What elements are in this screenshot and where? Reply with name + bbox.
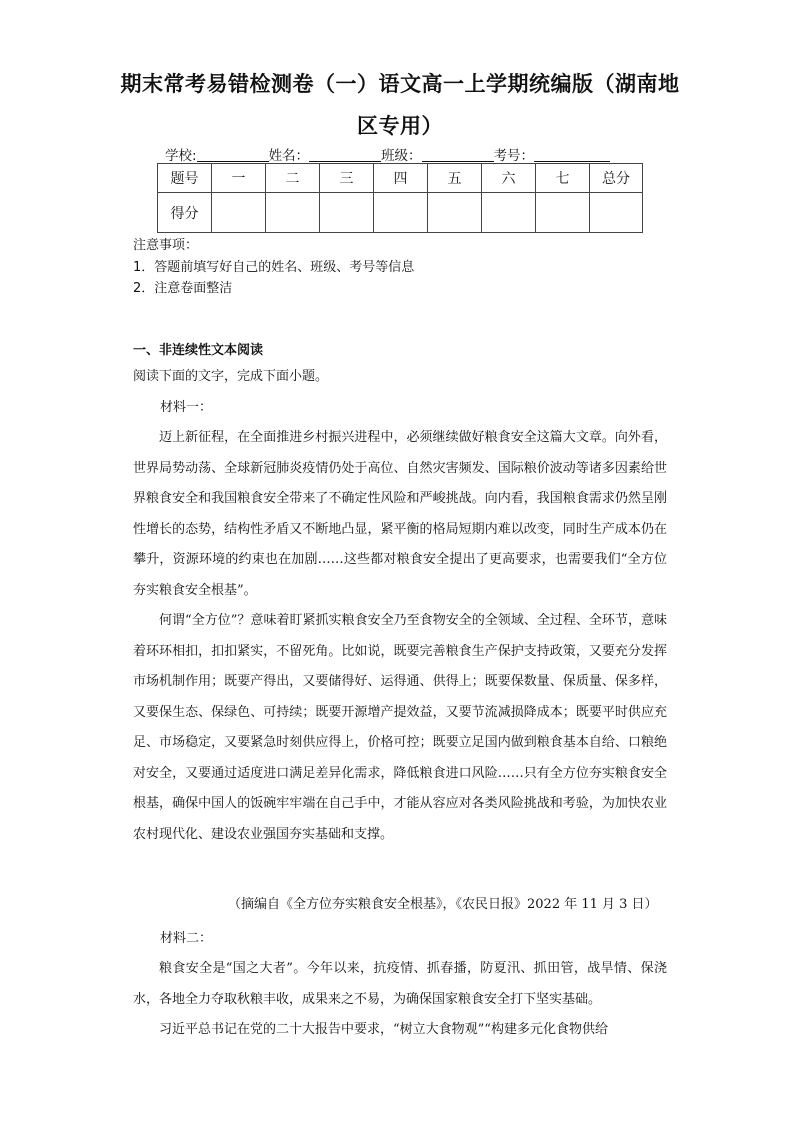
class-blank[interactable] (422, 147, 494, 162)
notice-item: 2．注意卷面整洁 (133, 281, 233, 296)
number-blank[interactable] (534, 147, 610, 162)
exam-title-line2: 区专用） (357, 114, 443, 138)
material2-paragraph-1: 粮食安全是“国之大者”。今年以来，抗疫情、抓春播，防夏汛、抓田管，战旱情、保浇水，各地全力夺取秋粮丰收，成果来之不易，为确保国家粮食安全打下坚实基础。 (133, 961, 667, 1007)
score-table (157, 163, 643, 233)
header-cell: 三 (320, 164, 374, 193)
header-cell: 总分 (590, 164, 643, 193)
score-table-score-row (158, 193, 643, 233)
score-cell[interactable] (536, 193, 590, 233)
header-cell: 一 (212, 164, 266, 193)
score-cell[interactable] (482, 193, 536, 233)
header-cell: 题号 (158, 164, 212, 193)
header-cell: 六 (482, 164, 536, 193)
header-cell: 二 (266, 164, 320, 193)
material2-paragraph-2: 习近平总书记在党的二十大报告中要求，“树立大食物观”“构建多元化食物供给 (159, 1022, 608, 1037)
header-cell: 四 (374, 164, 428, 193)
notice-item: 1．答题前填写好自己的姓名、班级、考号等信息 (133, 260, 415, 275)
name-label: 姓名： (268, 148, 310, 164)
score-cell[interactable] (266, 193, 320, 233)
class-label: 班级： (381, 148, 422, 164)
score-cell[interactable] (428, 193, 482, 233)
student-info-line (165, 144, 610, 164)
score-row-label: 得分 (158, 193, 212, 233)
name-blank[interactable] (309, 147, 381, 162)
material1-paragraph-1: 迈上新征程，在全面推进乡村振兴进程中，必须继续做好粮食安全这篇大文章。向外看，世界局势动荡、全球新冠肺炎疫情仍处于高位、自然灾害频发、国际粮价波动等诸多因素给世界粮食安全和我国粮食安全带来了不确定性风险和严峻挑战。向内看，我国粮食需求仍然呈刚性增长的态势，结构性矛盾又不断地凸显，紧平衡的格局短期内难以改变，同时生产成本仍在攀升，资源环境的约束也在加剧……这些都对粮食安全提出了更高要求，也需要我们“全方位夯实粮食安全根基”。 (133, 430, 667, 598)
material2-label: 材料二： (160, 931, 213, 946)
score-table-header-row (158, 164, 643, 193)
section-title: 一、非连续性文本阅读 (133, 343, 264, 358)
header-cell: 七 (536, 164, 590, 193)
number-label: 考号： (493, 148, 535, 164)
exam-title-line1: 期末常考易错检测卷（一）语文高一上学期统编版（湖南地 (120, 72, 680, 96)
school-blank[interactable] (197, 147, 269, 162)
section-instruction: 阅读下面的文字，完成下面小题。 (133, 369, 329, 384)
score-cell[interactable] (590, 193, 643, 233)
school-label: 学校: (165, 148, 197, 164)
score-cell[interactable] (320, 193, 374, 233)
score-cell[interactable] (212, 193, 266, 233)
notice-heading: 注意事项： (133, 238, 199, 253)
header-cell: 五 (428, 164, 482, 193)
material1-paragraph-2: 何谓“全方位”？意味着盯紧抓实粮食安全乃至食物安全的全领域、全过程、全环节，意味着环环相扣，扣扣紧实，不留死角。比如说，既要完善粮食生产保护支持政策，又要充分发挥市场机制作用；既要产得出，又要储得好、运得通、供得上；既要保数量、保质量、保多样，又要保生态、保绿色、可持续；既要开源增产提效益，又要节流减损降成本；既要平时供应充足、市场稳定，又要紧急时刻供应得上，价格可控；既要立足国内做到粮食基本自给、口粮绝对安全，又要通过适度进口满足差异化需求，降低粮食进口风险……只有全方位夯实粮食安全根基，确保中国人的饭碗牢牢端在自己手中，才能从容应对各类风险挑战和考验，为加快农业农村现代化、建设农业强国夯实基础和支撑。 (133, 613, 667, 842)
material1-label: 材料一： (160, 400, 213, 415)
material1-source: （摘编自《全方位夯实粮食安全根基》，《农民日报》2022 年 11 月 3 日） (228, 897, 658, 912)
score-cell[interactable] (374, 193, 428, 233)
